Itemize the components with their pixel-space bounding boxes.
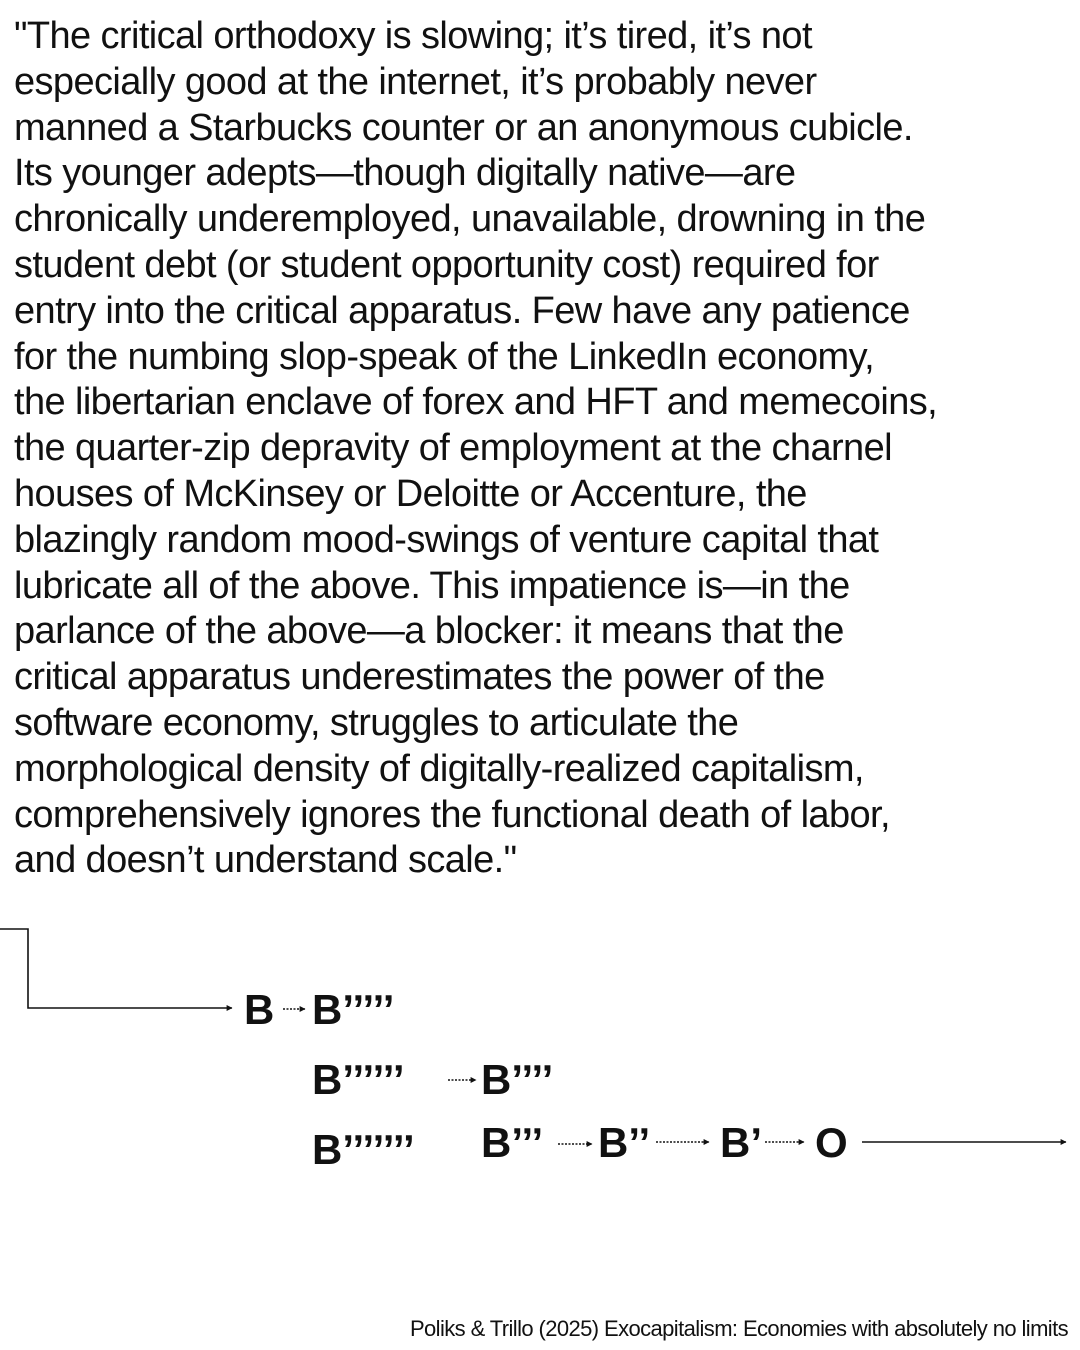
quote-line: for the numbing slop-speak of the LinkedIn economy, <box>14 335 875 378</box>
entry-connector <box>0 929 232 1008</box>
quote-line: software economy, struggles to articulate the <box>14 701 739 744</box>
node-b5: B’’’’’ <box>312 986 395 1033</box>
node-b: B <box>244 986 275 1033</box>
quote-line: blazingly random mood-swings of venture capital that <box>14 518 879 561</box>
quote-line: comprehensively ignores the functional death of labor, <box>14 793 890 836</box>
quote-line: manned a Starbucks counter or an anonymous cubicle. <box>14 106 913 149</box>
quote-line: lubricate all of the above. This impatience is—in the <box>14 564 850 607</box>
quote-line: student debt (or student opportunity cost) required for <box>14 243 879 286</box>
quote-line: and doesn’t understand scale." <box>14 839 517 882</box>
node-o: O <box>815 1119 848 1166</box>
quote-line: houses of McKinsey or Deloitte or Accenture, the <box>14 472 807 515</box>
flow-diagram-svg <box>0 920 1080 1180</box>
quote-line: "The critical orthodoxy is slowing; it’s tired, it’s not <box>14 15 812 57</box>
quote-text <box>14 14 1070 884</box>
quote-line: the quarter-zip depravity of employment at the charnel <box>14 427 892 470</box>
node-b2: B’’ <box>598 1119 651 1166</box>
quote-line: the libertarian enclave of forex and HFT and memecoins, <box>14 381 938 424</box>
node-b7: B’’’’’’’ <box>312 1126 415 1173</box>
node-b6: B’’’’’’ <box>312 1056 405 1103</box>
quote-line: entry into the critical apparatus. Few have any patience <box>14 289 910 332</box>
node-b3: B’’’ <box>481 1119 544 1166</box>
node-b1: B’ <box>720 1119 762 1166</box>
node-b4: B’’’’ <box>481 1056 554 1103</box>
quote-line: Its younger adepts—though digitally native—are <box>14 152 796 195</box>
citation: Poliks & Trillo (2025) Exocapitalism: Economies with absolutely no limits <box>409 1316 1068 1341</box>
quote-line: especially good at the internet, it’s probably never <box>14 60 817 103</box>
quote-line: parlance of the above—a blocker: it means that the <box>14 610 844 653</box>
quote-line: morphological density of digitally-realized capitalism, <box>14 747 864 790</box>
flow-diagram <box>0 920 1080 1180</box>
quote-line: critical apparatus underestimates the power of the <box>14 656 825 699</box>
quote-line: chronically underemployed, unavailable, drowning in the <box>14 198 926 241</box>
